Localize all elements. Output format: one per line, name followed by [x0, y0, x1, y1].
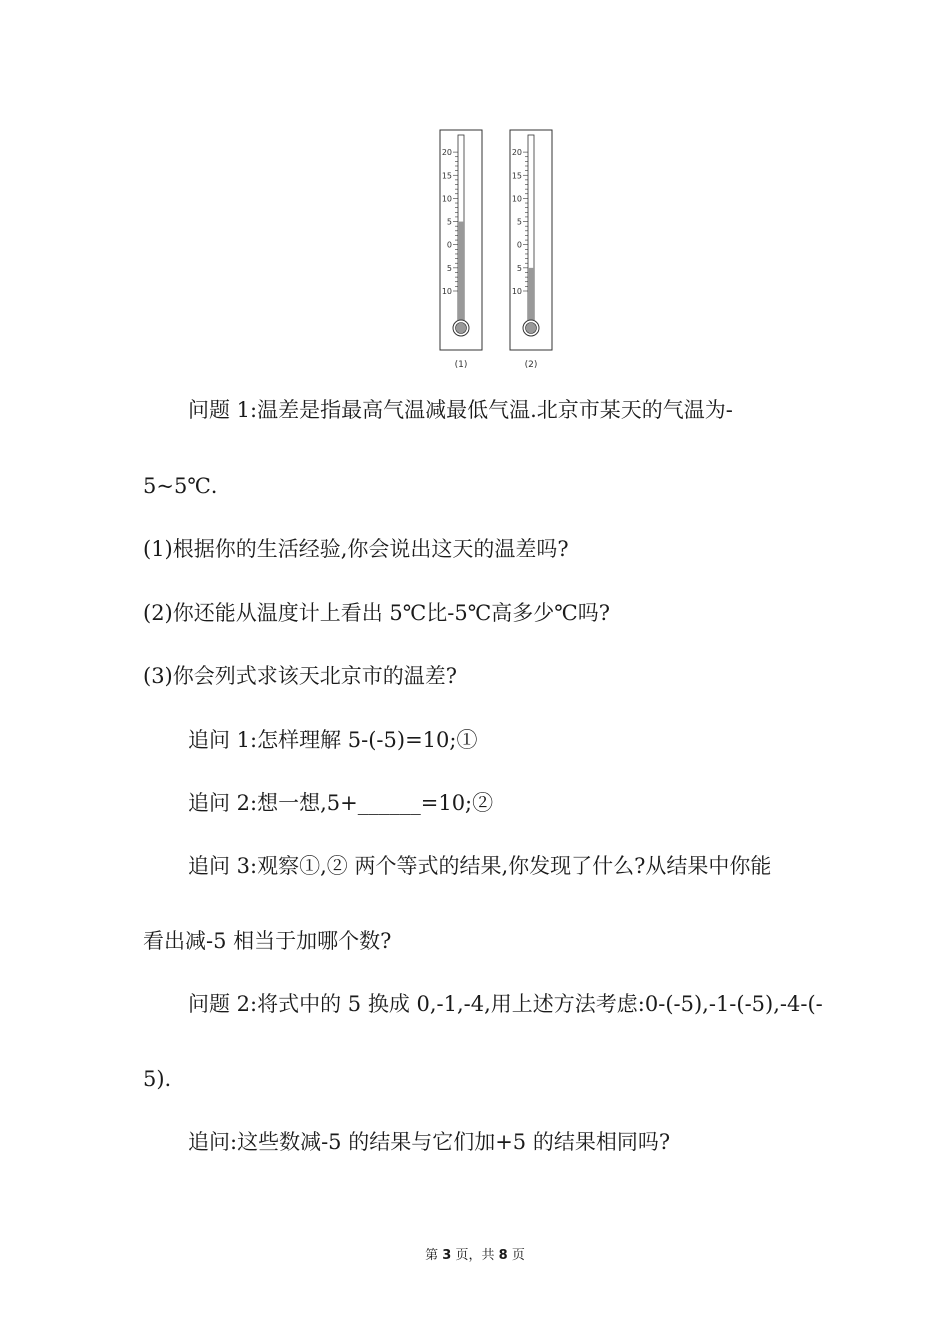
footer-page-number: 3 — [442, 1248, 452, 1263]
thermometer-2-scale-label: 10 — [511, 287, 522, 296]
footer-total-pages: 8 — [498, 1248, 508, 1263]
sub-question-2: (2)你还能从温度计上看出 5℃比-5℃高多少℃吗? — [143, 601, 610, 625]
thermometer-2-scale-label: 5 — [516, 263, 522, 273]
thermometer-2-scale-label: 20 — [511, 148, 522, 158]
thermometer-2-mercury — [528, 268, 534, 325]
thermometer-2-scale-label: 0 — [516, 240, 522, 250]
thermometer-1-scale-label: 5 — [446, 217, 452, 227]
question-2-line-1: 问题 2:将式中的 5 换成 0,-1,-4,用上述方法考虑:0-(-5),-1-(-5),-4-(- — [188, 992, 823, 1016]
question-1-line-2: 5~5℃. — [143, 474, 218, 498]
thermometer-2-bulb — [526, 323, 537, 334]
thermometer-1-scale-label: 10 — [441, 287, 452, 296]
thermometer-1-bulb — [456, 323, 467, 334]
question-2-line-2: 5). — [143, 1067, 172, 1091]
follow-up-final: 追问:这些数减-5 的结果与它们加+5 的结果相同吗? — [188, 1130, 671, 1154]
thermometer-diagram — [436, 127, 556, 375]
thermometer-1-mercury — [458, 222, 464, 325]
sub-question-1: (1)根据你的生活经验,你会说出这天的温差吗? — [143, 537, 569, 561]
thermometer-1-scale-label: 5 — [446, 263, 452, 273]
footer-prefix: 第 — [425, 1248, 439, 1263]
thermometer-1-scale-label: 20 — [441, 148, 452, 158]
thermometer-2-caption: (2) — [524, 360, 538, 370]
thermometer-2-scale-label: 10 — [511, 194, 522, 204]
thermometer-figure — [436, 127, 556, 375]
thermometer-2-scale-label: 15 — [511, 171, 522, 181]
follow-up-2: 追问 2:想一想,5+______=10;② — [188, 791, 494, 815]
footer-suffix: 页 — [511, 1248, 525, 1263]
thermometer-1-scale-label: 10 — [441, 194, 452, 204]
follow-up-3-line-1: 追问 3:观察①,② 两个等式的结果,你发现了什么?从结果中你能 — [188, 854, 772, 878]
thermometer-1-caption: (1) — [454, 360, 468, 370]
follow-up-1: 追问 1:怎样理解 5-(-5)=10;① — [188, 728, 478, 752]
thermometer-1-scale-label: 15 — [441, 171, 452, 181]
sub-question-3: (3)你会列式求该天北京市的温差? — [143, 664, 458, 688]
page-footer — [0, 1244, 950, 1263]
follow-up-3-line-2: 看出减-5 相当于加哪个数? — [143, 929, 392, 953]
footer-middle: 页，共 — [455, 1248, 495, 1263]
question-1-line-1: 问题 1:温差是指最高气温减最低气温.北京市某天的气温为- — [188, 398, 733, 422]
thermometer-2-scale-label: 5 — [516, 217, 522, 227]
thermometer-1-scale-label: 0 — [446, 240, 452, 250]
